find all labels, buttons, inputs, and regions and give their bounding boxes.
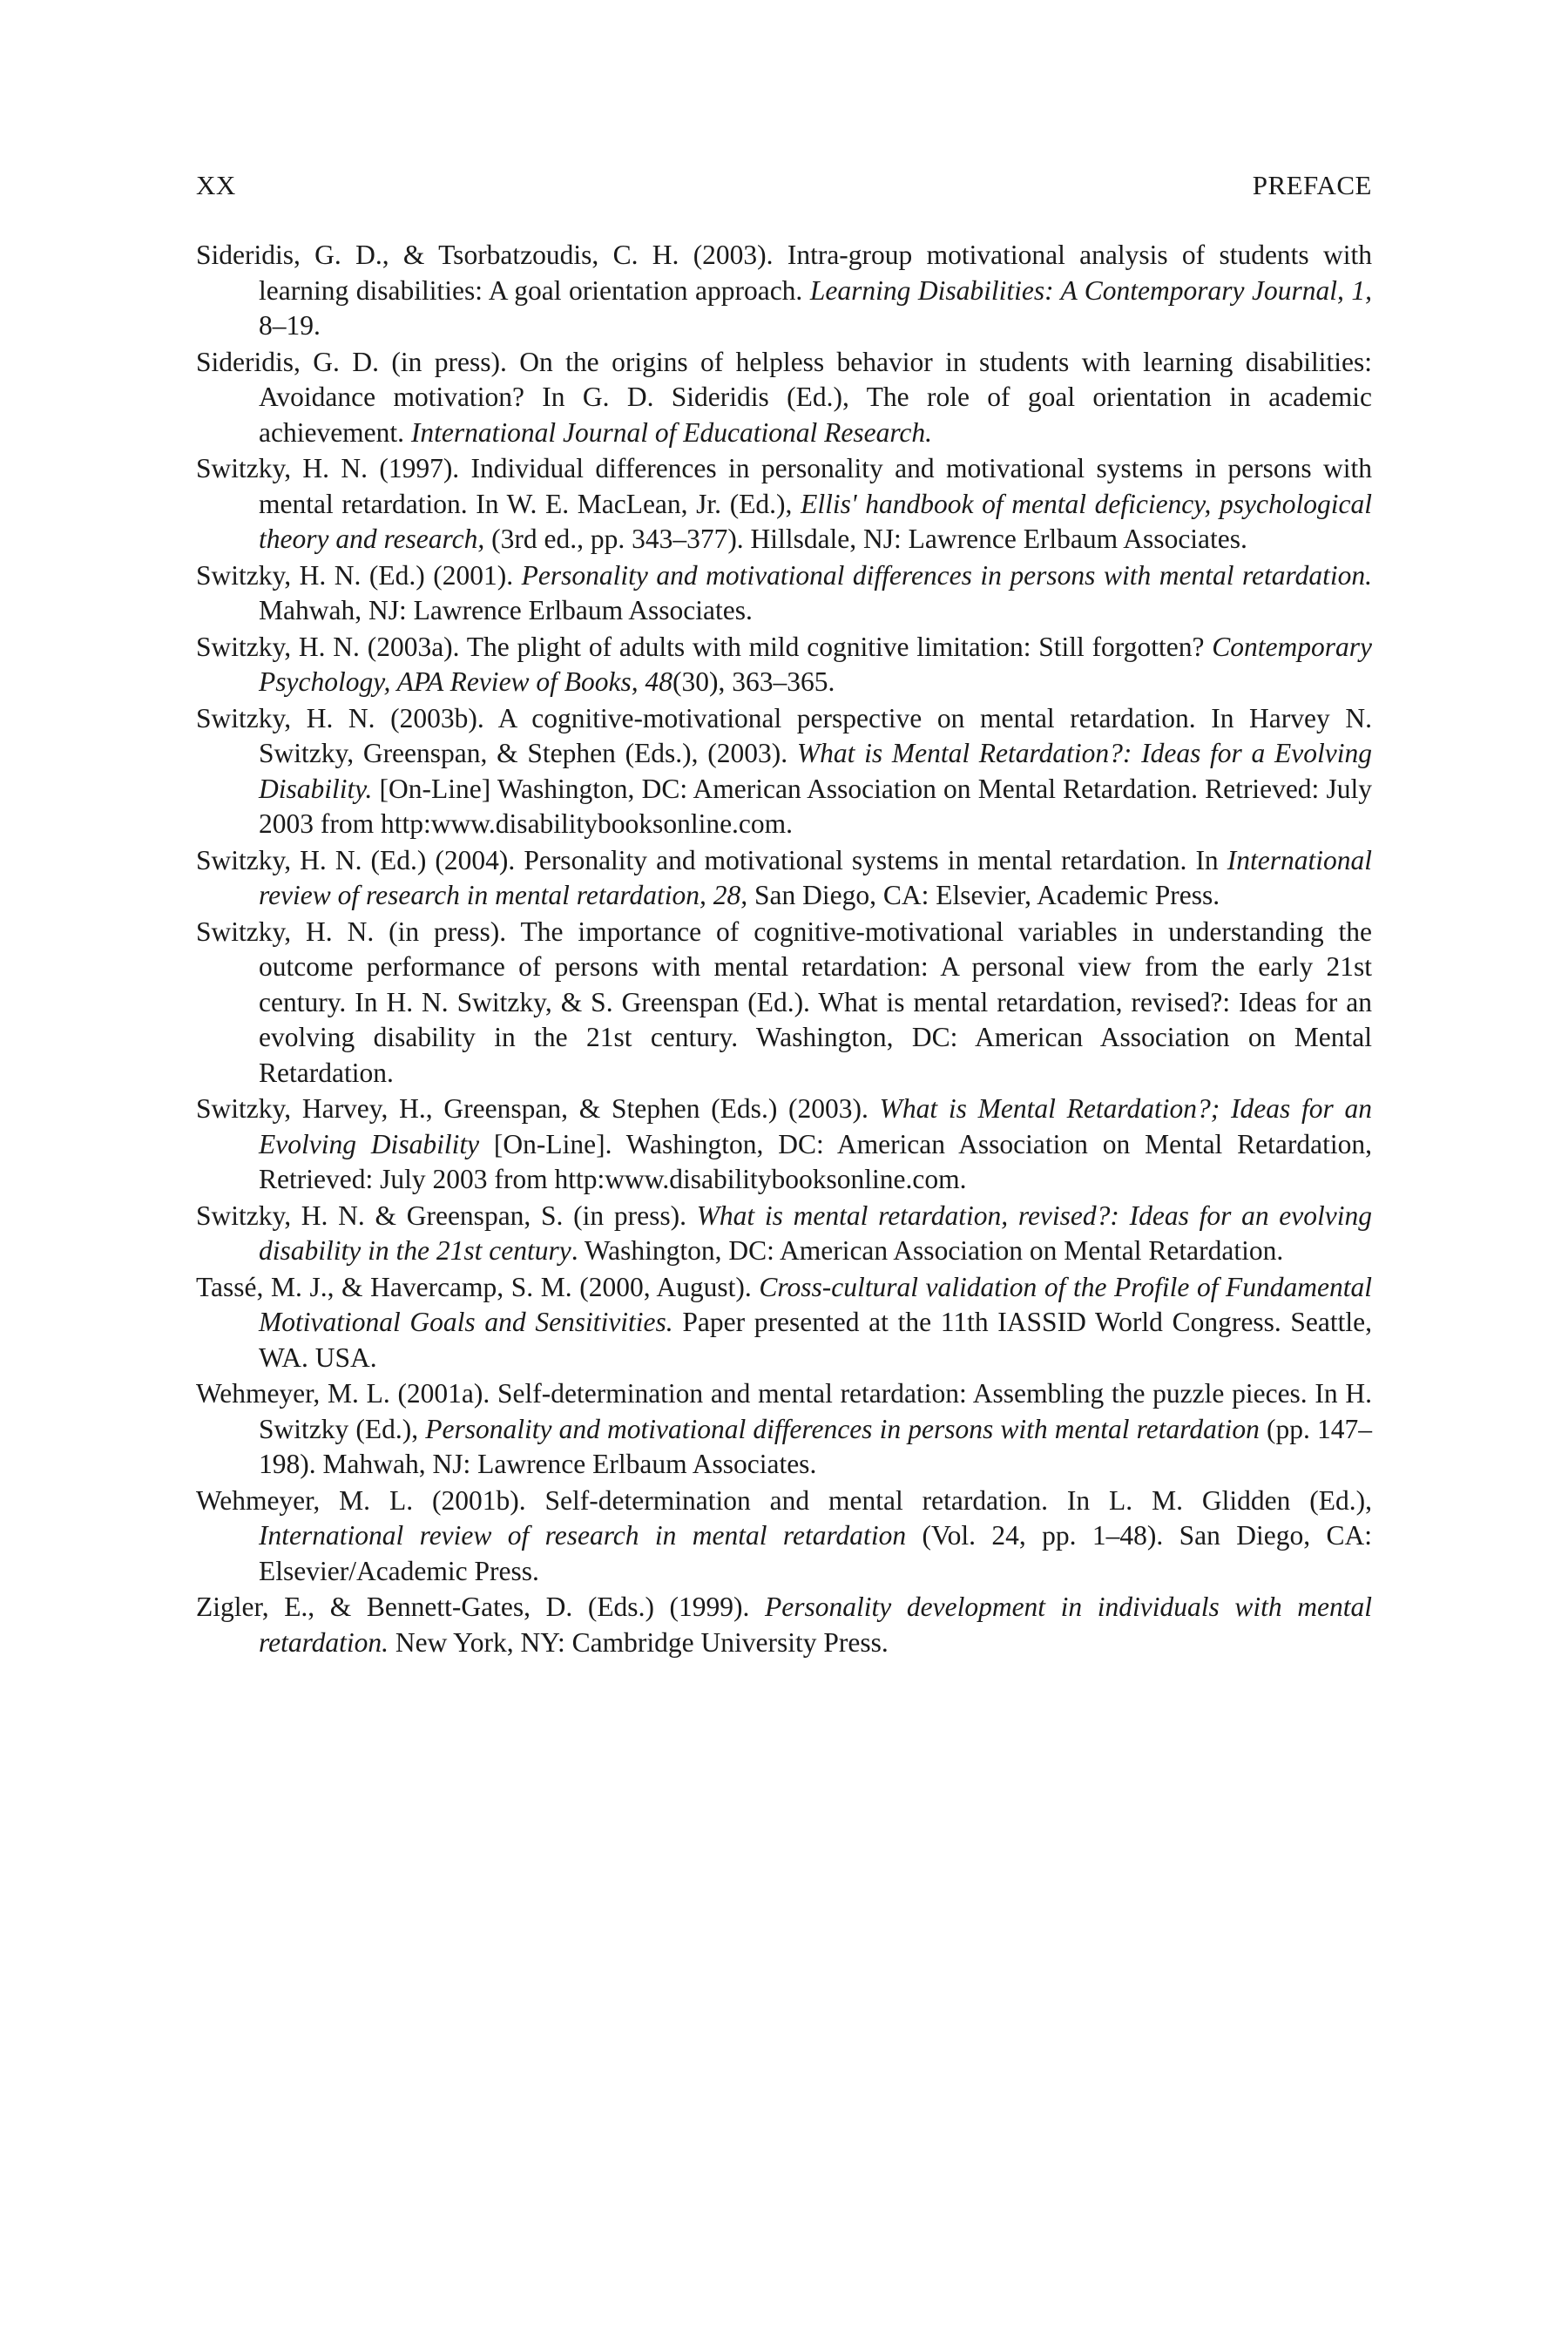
reference-entry: Sideridis, G. D. (in press). On the origins of helpless behavior in students with learning disabilities: Avoidance motivation? In G. D. Sideridis (Ed.), The role of goal orientation in academic achievement. International Journal of Educational Research. xyxy=(196,346,1372,448)
reference-entry: Switzky, H. N. & Greenspan, S. (in press). What is mental retardation, revised?: Ideas for an evolving disability in the 21st century. Washington, DC: American Association on Mental Retardation. xyxy=(196,1200,1372,1266)
reference-entry: Switzky, H. N. (2003a). The plight of adults with mild cognitive limitation: Still forgotten? Contemporary Psychology, APA Review of Books, 48(30), 363–365. xyxy=(196,631,1372,697)
reference-entry: Switzky, H. N. (in press). The importance of cognitive-motivational variables in understanding the outcome performance of persons with mental retardation: A personal view from the early 21st century. In H. N. Switzky, & S. Greenspan (Ed.). What is mental retardation, revised?: Ideas for an evolving disability in the 21st century. Washington, DC: American Association on Mental Retardation. xyxy=(196,916,1372,1088)
reference-entry: Tassé, M. J., & Havercamp, S. M. (2000, August). Cross-cultural validation of the Profile of Fundamental Motivational Goals and Sensitivities. Paper presented at the 11th IASSID World Congress. Seattle, WA. USA. xyxy=(196,1271,1372,1373)
reference-entry: Wehmeyer, M. L. (2001b). Self-determination and mental retardation. In L. M. Glidden (Ed.), International review of research in mental retardation (Vol. 24, pp. 1–48). San Diego, CA: Elsevier/Academic Press. xyxy=(196,1484,1372,1586)
reference-entry: Sideridis, G. D., & Tsorbatzoudis, C. H. (2003). Intra-group motivational analysis of students with learning disabilities: A goal orientation approach. Learning Disabilities: A Contemporary Journal, 1, 8–19. xyxy=(196,240,1372,341)
reference-entry: Switzky, Harvey, H., Greenspan, & Stephen (Eds.) (2003). What is Mental Retardation?; Ideas for an Evolving Disability [On-Line]. Washington, DC: American Association on Mental Retardation, Retrieved: July 2003 from http:www.disabilitybooksonline.com. xyxy=(196,1093,1372,1194)
reference-entry: Switzky, H. N. (Ed.) (2001). Personality and motivational differences in persons with mental retardation. Mahwah, NJ: Lawrence Erlbaum Associates. xyxy=(196,559,1373,625)
section-title: PREFACE xyxy=(1252,170,1372,200)
reference-entry: Wehmeyer, M. L. (2001a). Self-determination and mental retardation: Assembling the puzzle pieces. In H. Switzky (Ed.), Personality and motivational differences in persons with mental retardation (pp. 147–198). Mahwah, NJ: Lawrence Erlbaum Associates. xyxy=(196,1378,1372,1479)
page xyxy=(196,170,1372,1661)
reference-list xyxy=(196,238,1372,1660)
running-head xyxy=(196,170,1372,208)
reference-entry: Zigler, E., & Bennett-Gates, D. (Eds.) (1999). Personality development in individuals with mental retardation. New York, NY: Cambridge University Press. xyxy=(196,1592,1373,1658)
reference-entry: Switzky, H. N. (2003b). A cognitive-motivational perspective on mental retardation. In Harvey N. Switzky, Greenspan, & Stephen (Eds.), (2003). What is Mental Retardation?: Ideas for a Evolving Disability. [On-Line] Washington, DC: American Association on Mental Retardation. Retrieved: July 2003 from http:www.disabilitybooksonline.com. xyxy=(196,702,1372,839)
page-number: XX xyxy=(196,170,236,200)
reference-entry: Switzky, H. N. (Ed.) (2004). Personality and motivational systems in mental retardation. In International review of research in mental retardation, 28, San Diego, CA: Elsevier, Academic Press. xyxy=(196,844,1372,910)
reference-entry: Switzky, H. N. (1997). Individual differences in personality and motivational systems in persons with mental retardation. In W. E. MacLean, Jr. (Ed.), Ellis' handbook of mental deficiency, psychological theory and research, (3rd ed., pp. 343–377). Hillsdale, NJ: Lawrence Erlbaum Associates. xyxy=(196,453,1373,554)
